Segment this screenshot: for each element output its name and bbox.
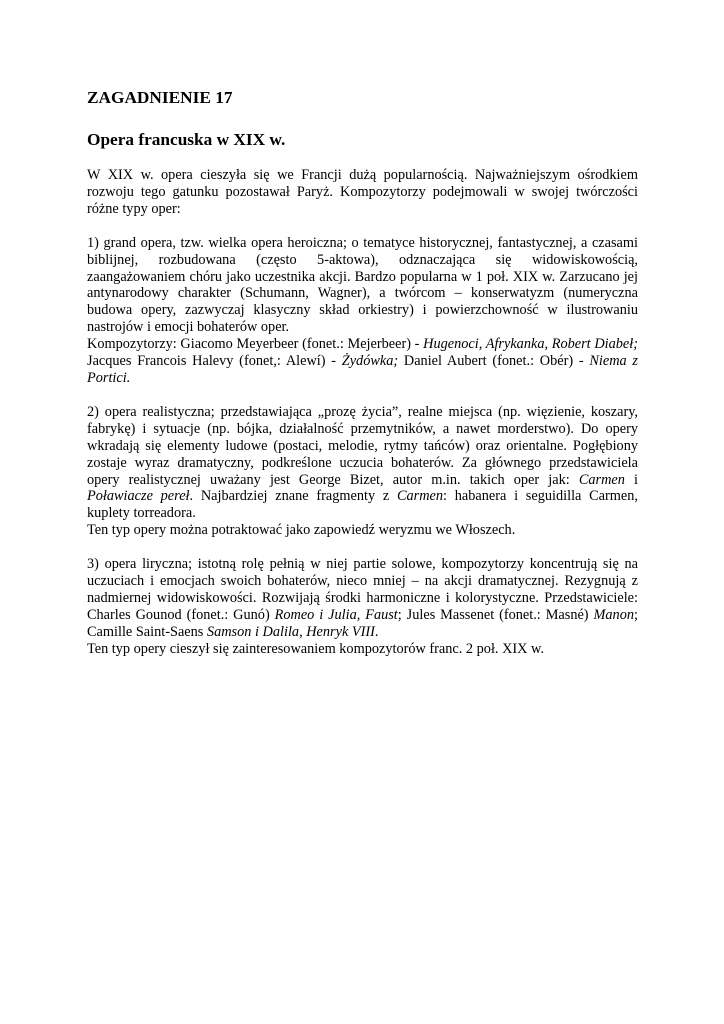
- paragraph-gap: [87, 539, 638, 556]
- section-text: ; Jules Massenet (fonet.: Masné): [397, 606, 594, 623]
- page-title: ZAGADNIENIE 17: [87, 88, 233, 107]
- composers-text: Jacques Francois Halevy (fonet,: Alewí) -: [87, 353, 342, 370]
- section-3-note: Ten typ opery cieszył się zainteresowaniem kompozytorów franc. 2 poł. XIX w.: [87, 640, 545, 657]
- composers-text: Kompozytorzy: Giacomo Meyerbeer (fonet.: Mejerbeer) -: [87, 336, 424, 353]
- work-title: Romeo i Julia, Faust: [274, 606, 398, 623]
- page-subtitle: Opera francuska w XIX w.: [87, 130, 286, 149]
- paragraph-gap: [87, 218, 638, 235]
- section-3-paragraph: [87, 556, 638, 641]
- work-title: Hugenoci, Afrykanka, Robert Diabeł;: [423, 336, 638, 353]
- document-body: [87, 167, 638, 658]
- section-1-composers: [87, 336, 638, 387]
- section-2-paragraph: [87, 404, 638, 522]
- work-title: Carmen: [578, 471, 625, 488]
- intro-paragraph: W XIX w. opera cieszyła się we Francji dużą popularnością. Najważniejszym ośrodkiem rozwoju tego gatunku pozostawał Paryż. Kompozytorzy podejmowali w swojej twórczości różne typy oper:: [87, 167, 638, 217]
- paragraph-gap: [87, 387, 638, 404]
- section-2-note: Ten typ opery można potraktować jako zapowiedź weryzmu we Włoszech.: [87, 522, 516, 539]
- section-text: : habanera i seguidilla Carmen, kuplety torreadora.: [87, 488, 638, 522]
- section-text: 3) opera liryczna; istotną rolę pełnią w niej partie solowe, kompozytorzy koncentrują się na uczuciach i emocjach swoich bohaterów, nieco mniej – na akcji dramatycznej. Rezygnują z nadmiernej widowiskowości. Rozwijają środki harmoniczne i kolorystyczne. Przedstawiciele: Charles Gounod (fonet.: Gunó): [87, 556, 638, 623]
- section-text: i: [624, 471, 638, 488]
- section-text: 2) opera realistyczna; przedstawiająca „prozę życia”, realne miejsca (np. więzienie, koszary, fabrykę) i sytuacje (np. bójka, działalność przemytników, a nawet morderstwo). Do opery wkradają się elementy ludowe (postaci, melodie, rytmy tańców) oraz orientalne. Pogłębiony zostaje wyraz dramatyczny, podkreślone uczucia bohaterów. Za głównego przedstawiciela opery realistycznej uważany jest George Bizet, autor m.in. takich oper jak:: [87, 403, 638, 488]
- section-1-paragraph: 1) grand opera, tzw. wielka opera heroiczna; o tematyce historycznej, fantastycznej, a czasami biblijnej, rozbudowana (często 5-aktowa), odznaczająca się widowiskowością, zaangażowaniem chóru jako uczestnika akcji. Bardzo popularna w 1 poł. XIX w. Zarzucano jej antynarodowy charakter (Schumann, Wagner), a twórcom – konserwatyzm (numeryczna budowa opery, zazwyczaj klasyczny skład orkiestry) i powierzchowność w ilustrowaniu nastrojów i emocji bohaterów oper.: [87, 234, 638, 336]
- section-text: ; Camille Saint-Saens: [87, 606, 638, 640]
- composers-text: Daniel Aubert (fonet.: Obér) -: [398, 353, 590, 370]
- section-text: . Najbardziej znane fragmenty z: [189, 488, 397, 505]
- work-title: Samson i Dalila, Henryk VIII: [206, 623, 375, 640]
- work-title: Manon: [593, 606, 635, 623]
- section-text: .: [374, 623, 379, 640]
- work-title: Żydówka;: [341, 353, 399, 370]
- work-title: Poławiacze pereł: [87, 488, 190, 505]
- work-title: Carmen: [396, 488, 444, 505]
- work-title: Niema z Portici.: [87, 353, 638, 386]
